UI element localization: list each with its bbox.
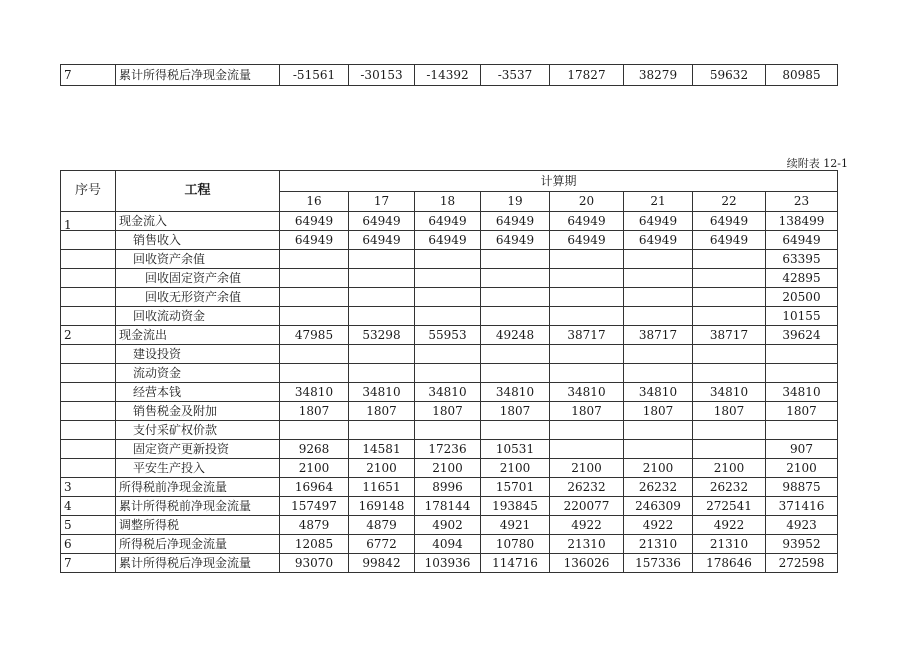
cell-value: 55953	[415, 326, 481, 345]
cell-value	[624, 440, 693, 459]
cell-value	[349, 250, 415, 269]
cell-value: 907	[766, 440, 838, 459]
cell-value: 64949	[280, 212, 349, 231]
cell-value	[624, 269, 693, 288]
cell-value: 17236	[415, 440, 481, 459]
cell-value: 11651	[349, 478, 415, 497]
cell-value	[766, 364, 838, 383]
header-year: 21	[624, 191, 693, 212]
cell-value: 16964	[280, 478, 349, 497]
row-seq	[61, 383, 116, 402]
cell-value	[624, 307, 693, 326]
cell-value: 26232	[693, 478, 766, 497]
table-row	[61, 288, 838, 307]
cell-value: 64949	[766, 231, 838, 250]
cell-value: 64949	[481, 212, 550, 231]
cell-value	[349, 269, 415, 288]
cell-value: 21310	[624, 535, 693, 554]
cell-value	[349, 345, 415, 364]
header-year: 16	[280, 191, 349, 212]
cell-value: 4922	[624, 516, 693, 535]
cell-value	[481, 345, 550, 364]
cell-value: 34810	[481, 383, 550, 402]
table-row	[61, 345, 838, 364]
cell-value	[349, 364, 415, 383]
header-item: 工程	[116, 171, 280, 212]
table-row	[61, 250, 838, 269]
row-seq	[61, 459, 116, 478]
row-seq: 1	[61, 212, 116, 231]
cell-value	[550, 421, 624, 440]
row-item: 回收无形资产余值	[116, 288, 280, 307]
cell-value	[766, 421, 838, 440]
cell-value	[624, 288, 693, 307]
cell-value: 220077	[550, 497, 624, 516]
table-row	[61, 65, 838, 86]
row-item: 建设投资	[116, 345, 280, 364]
cell-value	[624, 421, 693, 440]
cell-value: 34810	[280, 383, 349, 402]
table-row	[61, 421, 838, 440]
cell-value	[550, 440, 624, 459]
cell-value: 98875	[766, 478, 838, 497]
cell-value: 1807	[280, 402, 349, 421]
previous-table-tail	[60, 64, 838, 86]
header-row	[61, 171, 838, 192]
cell-value: 169148	[349, 497, 415, 516]
cell-value: 93070	[280, 554, 349, 573]
row-seq: 4	[61, 497, 116, 516]
cell-value	[550, 269, 624, 288]
cell-value	[415, 269, 481, 288]
cell-value: 8996	[415, 478, 481, 497]
cell-value: 2100	[550, 459, 624, 478]
table-row	[61, 231, 838, 250]
row-seq: 3	[61, 478, 116, 497]
cell-value: 4879	[349, 516, 415, 535]
table-row	[61, 554, 838, 573]
cash-flow-table	[60, 170, 838, 573]
table-row	[61, 212, 838, 231]
cell-value	[481, 269, 550, 288]
cell-value: 272598	[766, 554, 838, 573]
row-seq	[61, 421, 116, 440]
row-seq: 2	[61, 326, 116, 345]
cell-value: 2100	[766, 459, 838, 478]
cell-value: 53298	[349, 326, 415, 345]
cell-value	[415, 307, 481, 326]
cell-value	[693, 345, 766, 364]
row-item: 所得税后净现金流量	[116, 535, 280, 554]
header-year: 17	[349, 191, 415, 212]
cell-value: 15701	[481, 478, 550, 497]
cell-value	[349, 421, 415, 440]
cell-value: 21310	[693, 535, 766, 554]
cell-value	[693, 307, 766, 326]
cell-value	[280, 307, 349, 326]
row-item: 现金流出	[116, 326, 280, 345]
cell-value: 63395	[766, 250, 838, 269]
cell-value: 4923	[766, 516, 838, 535]
cell-value	[280, 364, 349, 383]
cell-value: 64949	[624, 212, 693, 231]
table-row	[61, 459, 838, 478]
cell-value: 42895	[766, 269, 838, 288]
cell-value: 64949	[280, 231, 349, 250]
cell-value: 2100	[481, 459, 550, 478]
cell-value: -51561	[280, 65, 349, 86]
cell-value: 138499	[766, 212, 838, 231]
cell-value: 2100	[624, 459, 693, 478]
cell-value: 10531	[481, 440, 550, 459]
cell-value	[481, 364, 550, 383]
row-item: 销售税金及附加	[116, 402, 280, 421]
row-seq	[61, 307, 116, 326]
cell-value: 59632	[693, 65, 766, 86]
table-row	[61, 497, 838, 516]
row-item: 销售收入	[116, 231, 280, 250]
row-seq	[61, 250, 116, 269]
cell-value: 4921	[481, 516, 550, 535]
cell-value: 157497	[280, 497, 349, 516]
row-item: 回收固定资产余值	[116, 269, 280, 288]
cell-value: 93952	[766, 535, 838, 554]
cell-value: 34810	[766, 383, 838, 402]
row-item: 流动资金	[116, 364, 280, 383]
cell-value: 21310	[550, 535, 624, 554]
row-item: 现金流入	[116, 212, 280, 231]
cell-value	[280, 345, 349, 364]
row-item: 累计所得税前净现金流量	[116, 497, 280, 516]
cell-value: 371416	[766, 497, 838, 516]
cell-value: 14581	[349, 440, 415, 459]
cell-value: 64949	[415, 212, 481, 231]
cell-value: 34810	[693, 383, 766, 402]
cell-value	[766, 345, 838, 364]
cell-value: 64949	[624, 231, 693, 250]
cell-value	[624, 345, 693, 364]
cell-value: 4879	[280, 516, 349, 535]
row-seq: 7	[61, 554, 116, 573]
cell-value: 178646	[693, 554, 766, 573]
cell-value: 1807	[624, 402, 693, 421]
row-item: 回收资产余值	[116, 250, 280, 269]
cell-value	[415, 345, 481, 364]
row-item: 平安生产投入	[116, 459, 280, 478]
cell-value: 99842	[349, 554, 415, 573]
cell-value	[693, 364, 766, 383]
cell-value: 2100	[349, 459, 415, 478]
cell-value: 64949	[550, 212, 624, 231]
cell-value: 26232	[624, 478, 693, 497]
table-row	[61, 383, 838, 402]
row-item: 固定资产更新投资	[116, 440, 280, 459]
cell-value: 4902	[415, 516, 481, 535]
table-row	[61, 516, 838, 535]
cell-value: -3537	[481, 65, 550, 86]
table-row	[61, 478, 838, 497]
cell-value: 136026	[550, 554, 624, 573]
cell-value	[280, 288, 349, 307]
cell-value: 1807	[481, 402, 550, 421]
cell-value: 34810	[349, 383, 415, 402]
table-row	[61, 307, 838, 326]
cell-value: 103936	[415, 554, 481, 573]
table-row	[61, 535, 838, 554]
cell-value: 2100	[693, 459, 766, 478]
table-row	[61, 440, 838, 459]
cell-value: 114716	[481, 554, 550, 573]
cell-value: 2100	[415, 459, 481, 478]
row-item: 调整所得税	[116, 516, 280, 535]
cell-value	[481, 250, 550, 269]
cell-value	[550, 250, 624, 269]
cell-value: 38279	[624, 65, 693, 86]
cell-value: 246309	[624, 497, 693, 516]
cell-value	[349, 307, 415, 326]
cell-value	[550, 364, 624, 383]
table-row	[61, 364, 838, 383]
cell-value: 1807	[349, 402, 415, 421]
cell-value	[550, 307, 624, 326]
cell-value	[624, 364, 693, 383]
cell-value: 38717	[624, 326, 693, 345]
header-year: 20	[550, 191, 624, 212]
row-seq	[61, 345, 116, 364]
row-seq: 6	[61, 535, 116, 554]
row-item: 支付采矿权价款	[116, 421, 280, 440]
cell-value: 178144	[415, 497, 481, 516]
cell-value: 64949	[693, 212, 766, 231]
row-seq	[61, 288, 116, 307]
cell-value	[693, 250, 766, 269]
row-item: 回收流动资金	[116, 307, 280, 326]
cell-value: 6772	[349, 535, 415, 554]
cell-value: 12085	[280, 535, 349, 554]
row-item: 经营本钱	[116, 383, 280, 402]
cell-value	[550, 345, 624, 364]
cell-value: 64949	[550, 231, 624, 250]
header-year: 22	[693, 191, 766, 212]
cell-value	[624, 250, 693, 269]
cell-value: 64949	[349, 231, 415, 250]
cell-value: 38717	[550, 326, 624, 345]
cell-value: 1807	[415, 402, 481, 421]
table-row	[61, 269, 838, 288]
cell-value	[693, 421, 766, 440]
cell-value	[280, 421, 349, 440]
cell-value: 49248	[481, 326, 550, 345]
header-year: 23	[766, 191, 838, 212]
cell-value	[481, 307, 550, 326]
cell-value	[481, 421, 550, 440]
cell-value: 39624	[766, 326, 838, 345]
row-item: 累计所得税后净现金流量	[116, 65, 280, 86]
row-seq: 7	[61, 65, 116, 86]
cell-value: 64949	[481, 231, 550, 250]
cell-value: 38717	[693, 326, 766, 345]
cell-value: 10780	[481, 535, 550, 554]
cell-value	[415, 421, 481, 440]
cell-value: 34810	[415, 383, 481, 402]
cell-value: 2100	[280, 459, 349, 478]
cell-value: 157336	[624, 554, 693, 573]
cell-value: 34810	[624, 383, 693, 402]
row-seq	[61, 364, 116, 383]
cell-value	[415, 250, 481, 269]
cell-value: -14392	[415, 65, 481, 86]
cell-value	[693, 440, 766, 459]
cell-value: 1807	[550, 402, 624, 421]
cell-value: 9268	[280, 440, 349, 459]
cell-value: 272541	[693, 497, 766, 516]
cell-value	[693, 269, 766, 288]
cell-value	[280, 269, 349, 288]
header-period: 计算期	[280, 171, 838, 192]
cell-value: 10155	[766, 307, 838, 326]
cell-value	[693, 288, 766, 307]
cell-value: 193845	[481, 497, 550, 516]
table-row	[61, 402, 838, 421]
cell-value	[349, 288, 415, 307]
row-item: 累计所得税后净现金流量	[116, 554, 280, 573]
row-seq	[61, 440, 116, 459]
cell-value: 4094	[415, 535, 481, 554]
cell-value	[550, 288, 624, 307]
header-year: 19	[481, 191, 550, 212]
cell-value: 20500	[766, 288, 838, 307]
cell-value	[415, 288, 481, 307]
cell-value: 34810	[550, 383, 624, 402]
cell-value: 4922	[550, 516, 624, 535]
cell-value	[415, 364, 481, 383]
cell-value: -30153	[349, 65, 415, 86]
cell-value: 64949	[415, 231, 481, 250]
row-seq	[61, 402, 116, 421]
cell-value: 1807	[766, 402, 838, 421]
header-seq: 序号	[61, 171, 116, 212]
row-seq: 5	[61, 516, 116, 535]
cell-value: 1807	[693, 402, 766, 421]
table-body	[61, 212, 838, 573]
cell-value	[280, 250, 349, 269]
table-row	[61, 326, 838, 345]
cell-value: 4922	[693, 516, 766, 535]
row-seq	[61, 269, 116, 288]
cell-value: 64949	[693, 231, 766, 250]
cell-value: 64949	[349, 212, 415, 231]
cell-value: 26232	[550, 478, 624, 497]
row-item: 所得税前净现金流量	[116, 478, 280, 497]
cell-value: 80985	[766, 65, 838, 86]
row-seq	[61, 231, 116, 250]
header-year: 18	[415, 191, 481, 212]
cell-value: 47985	[280, 326, 349, 345]
cell-value: 17827	[550, 65, 624, 86]
continued-table-label: 续附表 12-1	[786, 157, 848, 170]
cell-value	[481, 288, 550, 307]
